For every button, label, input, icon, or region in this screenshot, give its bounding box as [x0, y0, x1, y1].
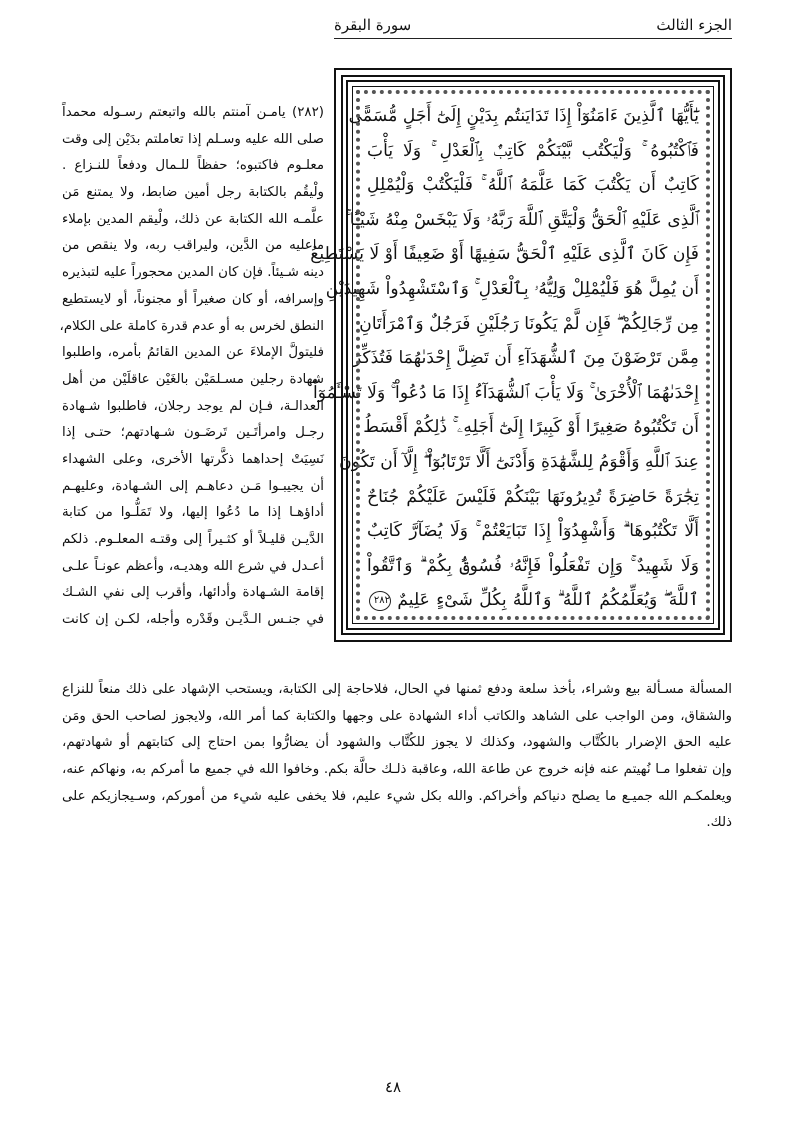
- tafsir-line: وإسرافه، أو كان صغيراً أو مجنوناً، أو لايستطيع: [62, 291, 324, 307]
- tafsir-line: ويعلمكـم الله جميـع ما يصلح دنياكم وأخراكم. والله بكل شيء عليم، فلا يخفى عليه شيء من أموركم، وسـيجازيكم على: [62, 788, 732, 804]
- tafsir-line: الدَّيـن قليـلاً أو كثـيراً إلى وقتـه المعلـوم. ذلكم: [62, 532, 324, 547]
- tafsir-line: نَسِيَتْ إحداهما ذكَّرتها الأخرى، وعلى الشهداء: [62, 451, 324, 467]
- tafsir-line: أعـدل في شرع الله وهديـه، وأعظم عونـاً علـى: [62, 558, 324, 574]
- verse-line: مِن رِّجَالِكُمْ ۖ فَإِن لَّمْ يَكُونَا رَجُلَيْنِ فَرَجُلٌ وَٱمْرَأَتَانِ: [359, 313, 699, 334]
- verse-line-last: [367, 583, 699, 618]
- tafsir-line: أن يجيبـوا مَـن دعاهـم إلى الشـهادة، وعليهـم: [62, 478, 324, 494]
- tafsir-line: (٢٨٢) يامـن آمنتم بالله واتبعتم رسـوله محمداً: [62, 105, 324, 120]
- verse-line-text: ٱللَّهَ ۖ وَيُعَلِّمُكُمُ ٱللَّهُ ۗ وَٱللَّهُ بِكُلِّ شَىْءٍ عَلِيمٌ: [397, 590, 699, 611]
- verse-line: مِمَّن تَرْضَوْنَ مِنَ ٱلشُّهَدَآءِ أَن تَضِلَّ إِحْدَىٰهُمَا فَتُذَكِّرَ: [352, 348, 699, 369]
- tafsir-line: علَّمـه الله الكتابة عن ذلك، ولْيقم المدين بإملاء: [62, 211, 324, 227]
- tafsir-line: ولْيقُم بالكتابة رجل أمين ضابط، ولا يمتنع مَن: [62, 185, 324, 201]
- tafsir-line: عليه الحق الإضرار بالكُتَّاب والشهود، وكذلك لا يجوز للكُتَّاب والشهود أن يضارُّوا بمن احتاج إلى كتابتهم أو شهادتهم،: [62, 735, 732, 751]
- verse-line: أَلَّا تَكْتُبُوهَا ۗ وَأَشْهِدُوٓاْ إِذَا تَبَايَعْتُمْ ۚ وَلَا يُضَآرَّ كَاتِبٌ: [367, 521, 699, 542]
- tafsir-line: أداؤهـا إذا ما دُعُوا إليها، ولا تَمَلُّـوا من كتابة: [62, 505, 324, 521]
- verse-line: أَن يُمِلَّ هُوَ فَلْيُمْلِلْ وَلِيُّهُۥ بِٱلْعَدْلِ ۚ وَٱسْتَشْهِدُواْ شَهِيدَيْنِ: [325, 278, 699, 299]
- tafsir-line: المسألة مسـألة بيع وشراء، بأخذ سلعة ودفع ثمنها في الحال، فلاحاجة إلى الكتابة، ويستحب الإشهاد على ذلك منعاً للنزاع: [62, 682, 732, 697]
- verse-line: إِحْدَىٰهُمَا ٱلْأُخْرَىٰ ۚ وَلَا يَأْبَ ٱلشُّهَدَآءُ إِذَا مَا دُعُواْ ۚ وَلَا تَسْـَٔمُوٓاْ: [312, 382, 699, 403]
- verse-line: وَلَا شَهِيدٌ ۚ وَإِن تَفْعَلُواْ فَإِنَّهُۥ فُسُوقٌۢ بِكُمْ ۗ وَٱتَّقُواْ: [367, 555, 699, 576]
- tafsir-line: العدالـة، فـإن لم يوجد رجلان، فاطلبوا شـهادة: [62, 398, 324, 414]
- verse-line: فَٱكْتُبُوهُ ۚ وَلْيَكْتُب بَّيْنَكُمْ كَاتِبٌۢ بِٱلْعَدْلِ ۚ وَلَا يَأْبَ: [367, 140, 699, 161]
- page-number: ٤٨: [384, 1078, 402, 1096]
- verse-line: أَن تَكْتُبُوهُ صَغِيرًا أَوْ كَبِيرًا إِلَىٰٓ أَجَلِهِۦ ۚ ذَٰلِكُمْ أَقْسَطُ: [363, 417, 699, 438]
- tafsir-line: وإن تفعلوا مـا نُهيتم عنه فإنه خروج عن طاعة الله، وعاقبة ذلـك حالَّة بكم. وخافوا الله في جميع ما أمركم به، ونهاكم عنه،: [62, 762, 732, 778]
- verse-line: عِندَ ٱللَّهِ وَأَقْوَمُ لِلشَّهَٰدَةِ وَأَدْنَىٰٓ أَلَّا تَرْتَابُوٓاْ ۖ إِلَّآ أَن تَكُونَ: [339, 451, 699, 472]
- tafsir-column: [59, 100, 324, 634]
- tafsir-line: إقامة الشـهادة وأدائها، وأقرب إلى نفي الشـك: [62, 585, 324, 601]
- juz-title: الجزء الثالث: [656, 16, 732, 34]
- tafsir-continuation: [62, 677, 732, 837]
- verse-line: فَإِن كَانَ ٱلَّذِى عَلَيْهِ ٱلْحَقُّ سَفِيهًا أَوْ ضَعِيفًا أَوْ لَا يَسْتَطِيعُ: [310, 244, 699, 265]
- surah-title: سورة البقرة: [334, 16, 412, 34]
- tafsir-line: شهادة رجلين مسـلمَيْن بالغَيْن عاقلَيْن من أهل: [62, 371, 324, 387]
- verse-line: يَٰٓأَيُّهَا ٱلَّذِينَ ءَامَنُوٓاْ إِذَا تَدَايَنتُم بِدَيْنٍ إِلَىٰٓ أَجَلٍ مُّسَمًّى: [348, 106, 699, 126]
- ayah-number-marker: ٢٨٢: [369, 591, 391, 611]
- verse-frame-border: [310, 75, 725, 635]
- verse-line: ٱلَّذِى عَلَيْهِ ٱلْحَقُّ وَلْيَتَّقِ ٱللَّهَ رَبَّهُۥ وَلَا يَبْخَسْ مِنْهُ شَيْـًٔا ۚ: [345, 209, 699, 230]
- tafsir-line: صلى الله عليه وسـلم إذا تعاملتم بدَيْن إلى وقت: [62, 131, 324, 147]
- verse-line: تِجَٰرَةً حَاضِرَةً تُدِيرُونَهَا بَيْنَكُمْ فَلَيْسَ عَلَيْكُمْ جُنَاحٌ: [367, 486, 699, 507]
- tafsir-line: رجـل وامرأتَـين تَرضَـون شـهادتهم؛ حتـى إذا: [62, 425, 324, 441]
- header-divider: [334, 38, 732, 39]
- tafsir-line: في جنـس الـدَّيـن وقَدْره وأجله، لكـن إن كانت: [62, 612, 324, 628]
- verse-text-block: [310, 86, 714, 624]
- page-header: [334, 14, 732, 40]
- tafsir-line: معلـوم فاكتبوه؛ حفظاً للـمال ودفعاً للنـزاع .: [62, 158, 324, 174]
- tafsir-line: ماعليه من الدَّين، وليراقب ربه، ولا ينقص من: [62, 238, 324, 254]
- verse-ornamental-frame: [310, 68, 732, 642]
- tafsir-line: دينه شـيئاً. فإن كان المدين محجوراً عليه لتبذيره: [62, 265, 324, 281]
- tafsir-line: والشقاق، ومن الواجب على الشاهد والكاتب أداء الشهادة على وجهها والكتابة كما أمر الله، ولايجوز لصاحب الحق ومَن: [62, 708, 732, 724]
- verse-line: كَاتِبٌ أَن يَكْتُبَ كَمَا عَلَّمَهُ ٱللَّهُ ۚ فَلْيَكْتُبْ وَلْيُمْلِلِ: [367, 175, 699, 196]
- tafsir-line: النطق لخرس به أو عدم قدرة كاملة على الكلام،: [59, 318, 324, 334]
- tafsir-line: فليتولَّ الإملاءَ عن المدين القائمُ بأمره، واطلبوا: [62, 345, 324, 361]
- tafsir-line: ذلك.: [706, 815, 732, 831]
